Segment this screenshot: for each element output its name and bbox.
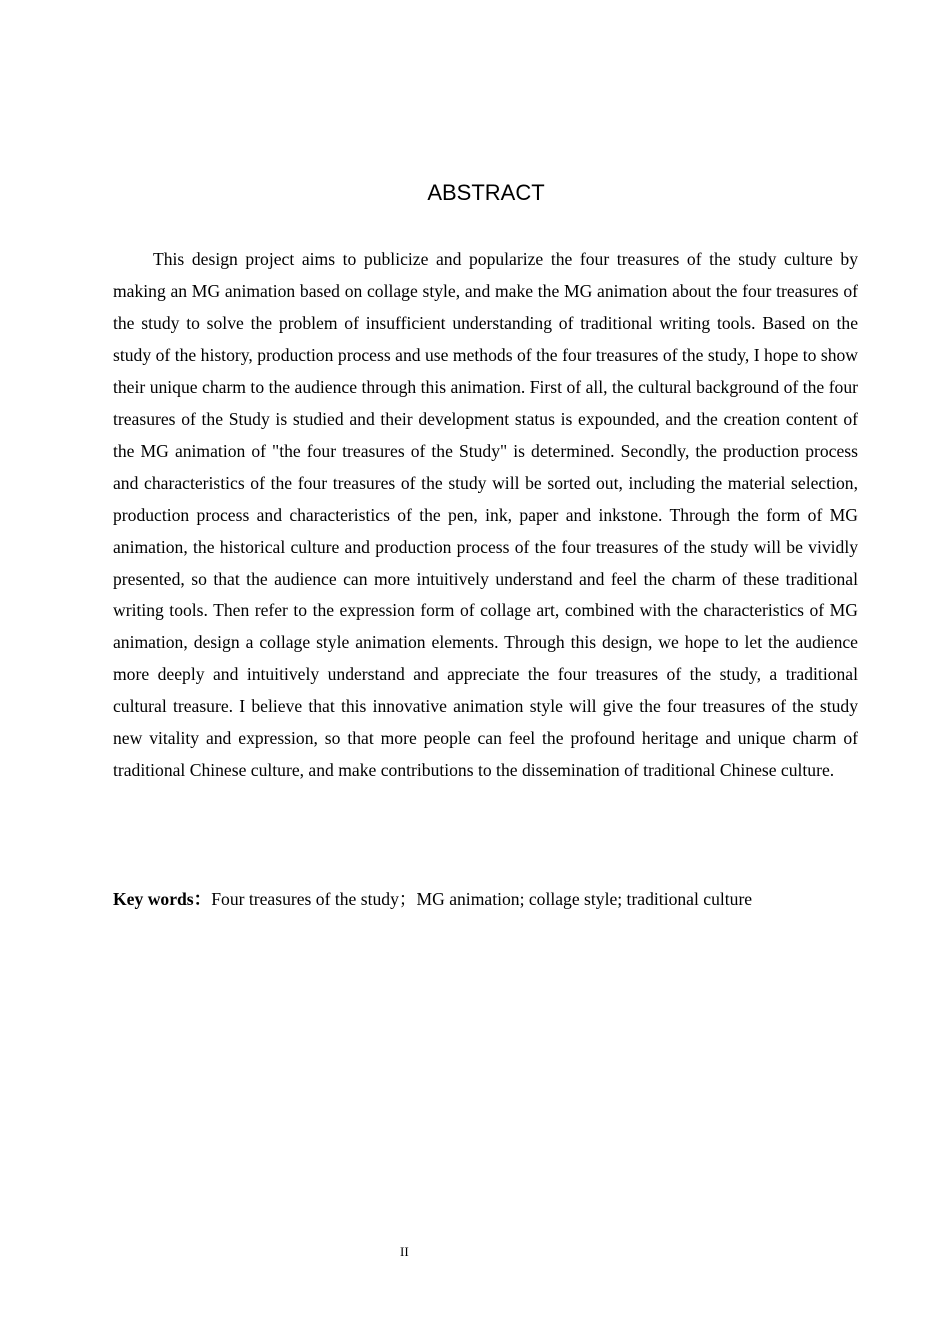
- abstract-body: This design project aims to publicize and popularize the four treasures of the study culture by making an MG animation based on collage style, and make the MG animation about the four treasures of the study to solve the problem of insufficient understanding of traditional writing tools. Based on the study of the history, production process and use methods of the four treasures of the study, I hope to show their unique charm to the audience through this animation. First of all, the cultural background of the four treasures of the Study is studied and their development status is expounded, and the creation content of the MG animation of "the four treasures of the Study" is determined. Secondly, the production process and characteristics of the four treasures of the study will be sorted out, including the material selection, production process and characteristics of the pen, ink, paper and inkstone. Through the form of MG animation, the historical culture and production process of the four treasures of the study will be vividly presented, so that the audience can more intuitively understand and feel the charm of these traditional writing tools. Then refer to the expression form of collage art, combined with the characteristics of MG animation, design a collage style animation elements. Through this design, we hope to let the audience more deeply and intuitively understand and appreciate the four treasures of the study, a traditional cultural treasure. I believe that this innovative animation style will give the four treasures of the study new vitality and expression, so that more people can feel the profound heritage and unique charm of traditional Chinese culture, and make contributions to the dissemination of traditional Chinese culture.: [113, 249, 858, 781]
- page-number: II: [400, 1244, 409, 1259]
- keywords-list: Four treasures of the study；MG animation; collage style; traditional culture: [211, 889, 753, 909]
- keywords-label: Key words：: [113, 889, 212, 909]
- keywords-line: [113, 884, 873, 914]
- abstract-title: ABSTRACT: [427, 180, 545, 205]
